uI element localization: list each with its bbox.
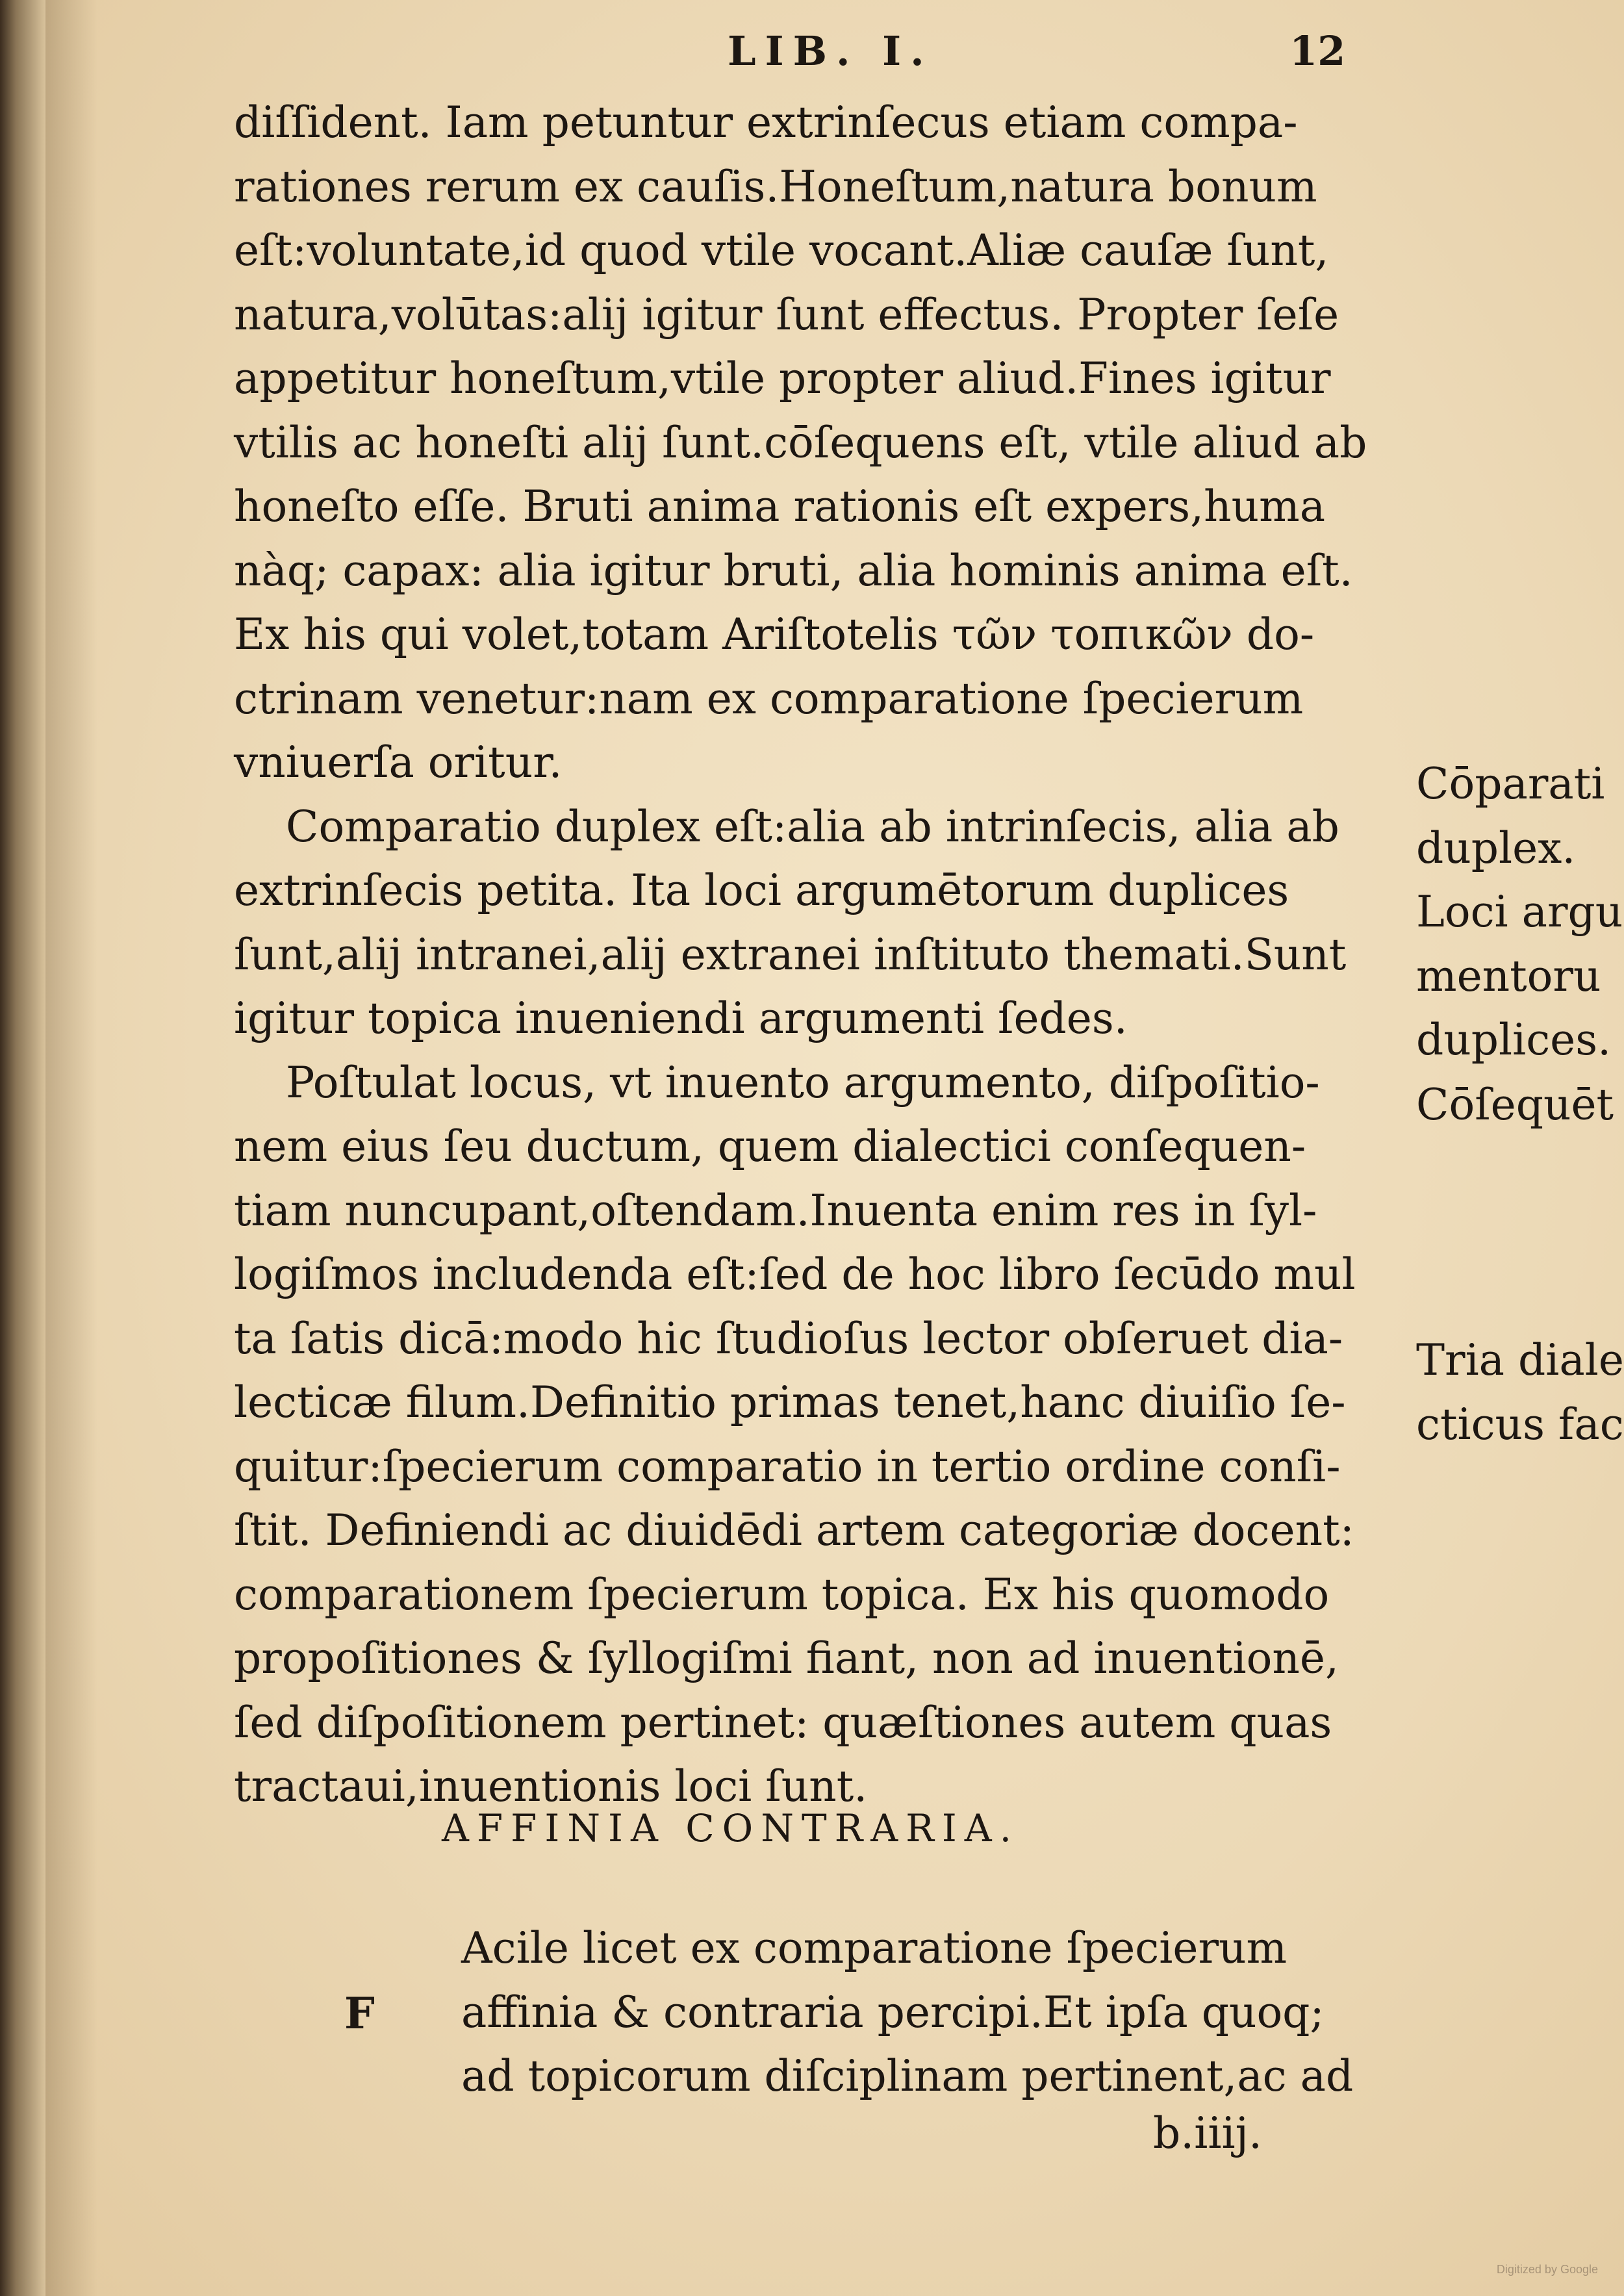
section-text [461, 1917, 1397, 2109]
text-line: Comparatio duplex eſt:alia ab intrinſecis, alia ab [286, 801, 1339, 852]
text-line: Ex his qui volet,totam Ariſtotelis τῶν τοπικῶν do- [234, 609, 1315, 659]
text-line: Acile licet ex comparatione ſpecierum [461, 1923, 1288, 1973]
text-line: nem eius ſeu ductum, quem dialectici conſequen- [234, 1121, 1306, 1171]
text-line: propoſitiones & ſyllogiſmi fiant, non ad inuentionē, [234, 1633, 1339, 1683]
margin-line: Cōſequēt [1416, 1080, 1614, 1130]
margin-line: Cōparati [1416, 759, 1605, 809]
margin-line: duplex. [1416, 823, 1576, 873]
margin-line: Loci argu [1416, 887, 1623, 937]
page-header [0, 27, 1624, 79]
text-line: affinia & contraria percipi.Et ipſa quoq; [461, 1987, 1325, 2037]
text-line: quitur:ſpecierum comparatio in tertio ordine conſi- [234, 1441, 1341, 1492]
section-heading: AFFINIA CONTRARIA. [442, 1806, 1020, 1850]
margin-line: duplices. [1416, 1015, 1612, 1065]
text-line: vniuerſa oritur. [234, 737, 563, 787]
text-line: honeſto eſſe. Bruti anima rationis eſt expers,huma [234, 481, 1326, 531]
text-line: natura,volūtas:alij igitur ſunt effectus. Propter ſeſe [234, 289, 1339, 340]
text-line: ctrinam venetur:nam ex comparatione ſpecierum [234, 673, 1304, 724]
main-text [234, 91, 1397, 1819]
marginal-notes [1416, 0, 1624, 2296]
text-line: Poſtulat locus, vt inuento argumento, diſpoſitio- [286, 1057, 1320, 1108]
text-line: ta ſatis dicā:modo hic ſtudioſus lector obſeruet dia- [234, 1313, 1343, 1364]
text-line: appetitur honeſtum,vtile propter aliud.Fines igitur [234, 353, 1331, 403]
text-line: ſed diſpoſitionem pertinet: quæſtiones autem quas [234, 1697, 1332, 1748]
margin-line: mentoru [1416, 950, 1601, 1001]
binding-shadow [45, 0, 97, 2296]
text-line: rationes rerum ex cauſis.Honeſtum,natura bonum [234, 161, 1317, 212]
dropcap-guide-letter: F [344, 1988, 375, 2039]
text-line: igitur topica inueniendi argumenti ſedes. [234, 993, 1128, 1043]
margin-note-loci [1416, 880, 1623, 1073]
text-line: nàq; capax: alia igitur bruti, alia hominis anima eſt. [234, 545, 1353, 596]
text-line: comparationem ſpecierum topica. Ex his quomodo [234, 1569, 1330, 1620]
margin-note-comparatio [1416, 752, 1605, 880]
facing-page-edge [0, 0, 45, 2296]
text-line: extrinſecis petita. Ita loci argumētorum duplices [234, 865, 1289, 915]
margin-line: Tria diale [1416, 1335, 1624, 1385]
margin-note-consequentia [1416, 1073, 1614, 1138]
text-line: lecticæ filum.Definitio primas tenet,hanc diuiſio ſe- [234, 1377, 1346, 1427]
text-line: tiam nuncupant,oſtendam.Inuenta enim res in ſyl- [234, 1185, 1317, 1236]
text-line: eſt:voluntate,id quod vtile vocant.Aliæ cauſæ ſunt, [234, 225, 1329, 275]
text-line: ſtit. Definiendi ac diuidēdi artem categoriæ docent: [234, 1505, 1354, 1555]
page-number: 12 [1289, 27, 1346, 75]
text-line: vtilis ac honeſti alij ſunt.cōſequens eſt, vtile aliud ab [234, 417, 1367, 468]
signature-mark: b.iiij. [1153, 2108, 1262, 2158]
margin-line: cticus fac [1416, 1399, 1624, 1449]
text-line: logiſmos includenda eſt:ſed de hoc libro ſecūdo mul [234, 1249, 1356, 1299]
text-line: diſſident. Iam petuntur extrinſecus etiam compa- [234, 97, 1298, 147]
text-line: tractaui,inuentionis loci ſunt. [234, 1761, 868, 1811]
text-line: ſunt,alij intranei,alij extranei inſtituto themati.Sunt [234, 929, 1347, 980]
running-head: LIB. I. [728, 27, 933, 75]
digitization-watermark: Digitized by Google [1496, 2263, 1598, 2276]
text-line: ad topicorum diſciplinam pertinent,ac ad [461, 2051, 1354, 2101]
margin-note-tria [1416, 1329, 1624, 1457]
